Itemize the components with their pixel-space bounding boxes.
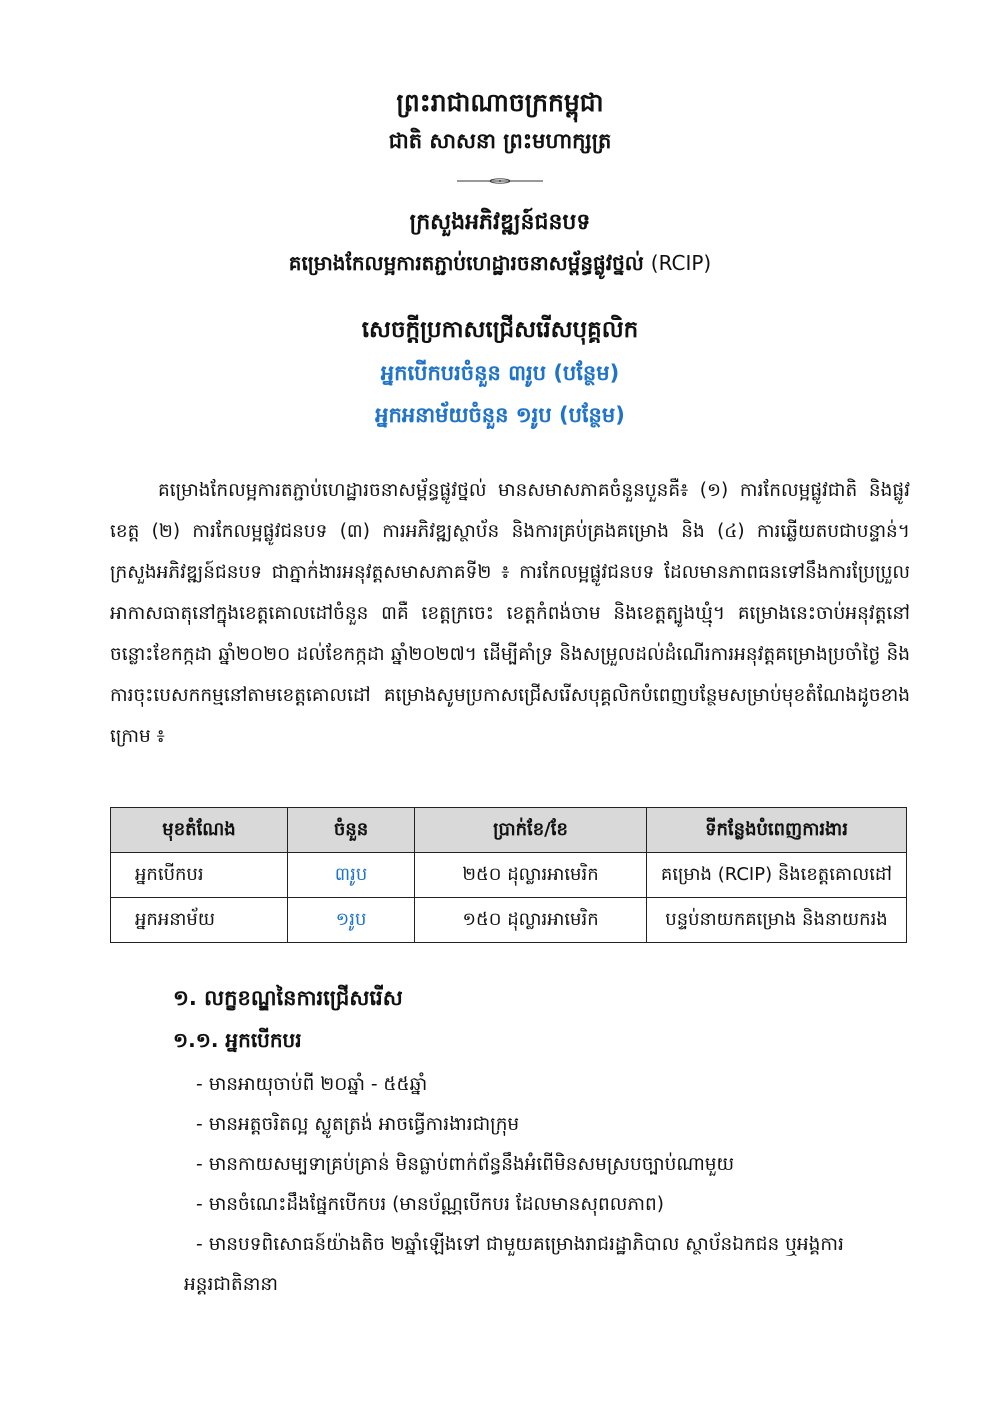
- header-position: មុខតំណែង: [111, 808, 288, 853]
- announcement-title: សេចក្ដីប្រកាសជ្រើសរើសបុគ្គលិក: [361, 317, 639, 343]
- header-count: ចំនួន: [288, 808, 415, 853]
- intro-paragraph-text: គម្រោងកែលម្អការតភ្ជាប់ហេដ្ឋារចនាសម្ព័ន្ធផ្លូវថ្នល់ មានសមាសភាគចំនួនបួនគឺ៖ (១) ការកែលម្អផ្លូវជាតិ និងផ្លូវខេត្ត (២) ការកែលម្អផ្លូវជនបទ (៣) ការអភិវឌ្ឍស្ថាប័ន និងការគ្រប់គ្រងគម្រោង និង (៤) ការឆ្លើយតបជាបន្ទាន់។ ក្រសួងអភិវឌ្ឍន៍ជនបទ ជាភ្នាក់ងារអនុវត្តសមាសភាគទី២ ៖ ការកែលម្អផ្លូវជនបទ ដែលមានភាពធនទៅនឹងការប្រែប្រួលអាកាសធាតុនៅក្នុងខេត្តគោលដៅចំនួន ៣គឺ ខេត្តក្រចេះ ខេត្តកំពង់ចាម និងខេត្តត្បូងឃ្មុំ។ គម្រោងនេះចាប់អនុវត្តនៅចន្លោះខែកក្កដា ឆ្នាំ២០២០ ដល់ខែកក្កដា ឆ្នាំ២០២៧។ ដើម្បីគាំទ្រ និងសម្រួលដល់ដំណើរការអនុវត្តគម្រោងប្រចាំថ្ងៃ និងការចុះបេសកកម្មនៅតាមខេត្តគោលដៅ គម្រោងសូមប្រកាសជ្រើសរើសបុគ្គលិកបំពេញបន្ថែមសម្រាប់មុខតំណែងដូចខាងក្រោម ៖: [110, 480, 910, 747]
- requirement-text: មានកាយសម្បទាគ្រប់គ្រាន់ មិនធ្លាប់ពាក់ព័ន្ធនឹងអំពើមិនសមស្របច្បាប់ណាមួយ: [208, 1154, 735, 1175]
- cell-position: អ្នកបើកបរ: [111, 853, 288, 898]
- cell-position: អ្នកអនាម័យ: [111, 898, 288, 943]
- project-name-text: គម្រោងកែលម្អការតភ្ជាប់ហេដ្ឋារចនាសម្ព័ន្ធផ្លូវថ្នល់: [288, 251, 644, 275]
- table-row: [111, 853, 907, 898]
- list-item: - មានចំណេះដឹងផ្នែកបើកបរ (មានប័ណ្ណបើកបរ ដែលមានសុពលភាព): [196, 1194, 664, 1215]
- header-salary: ប្រាក់ខែ/ខែ: [415, 808, 647, 853]
- national-motto: ជាតិ សាសនា ព្រះមហាក្សត្រ: [388, 129, 612, 153]
- cell-count: ១រូប: [288, 898, 415, 943]
- requirement-continuation: អន្តរជាតិនានា: [184, 1274, 278, 1295]
- list-item: - មានអត្តចរិតល្អ ស្លូតត្រង់ អាចធ្វើការងារជាក្រុម: [196, 1114, 520, 1135]
- requirements-list: [184, 1065, 916, 1305]
- cell-salary: ១៥០ ដុល្លារអាមេរិក: [415, 898, 647, 943]
- cell-salary: ២៥០ ដុល្លារអាមេរិក: [415, 853, 647, 898]
- positions-table: [110, 807, 907, 943]
- cell-location: បន្ទប់នាយកគម្រោង និងនាយករង: [647, 898, 907, 943]
- announcement-position-drivers: អ្នកបើកបរចំនួន ៣រូប (បន្ថែម): [380, 361, 620, 385]
- kingdom-title: ព្រះរាជាណាចក្រកម្ពុជា: [396, 88, 604, 117]
- cell-count: ៣រូប: [288, 853, 415, 898]
- requirement-text: មានអត្តចរិតល្អ ស្លូតត្រង់ អាចធ្វើការងារជាក្រុម: [208, 1114, 520, 1135]
- header-location: ទីកន្លែងបំពេញការងារ: [647, 808, 907, 853]
- list-item: - មានអាយុចាប់ពី ២០ឆ្នាំ - ៥៥ឆ្នាំ: [196, 1074, 428, 1095]
- requirement-text: មានអាយុចាប់ពី ២០ឆ្នាំ - ៥៥ឆ្នាំ: [208, 1074, 428, 1095]
- project-name: [0, 250, 1000, 280]
- table-row: [111, 898, 907, 943]
- list-item: - មានកាយសម្បទាគ្រប់គ្រាន់ មិនធ្លាប់ពាក់ព័ន្ធនឹងអំពើមិនសមស្របច្បាប់ណាមួយ: [196, 1154, 735, 1175]
- divider-ornament: [455, 178, 545, 184]
- intro-paragraph: [110, 470, 910, 757]
- list-item: - មានបទពិសោធន៍យ៉ាងតិច ២ឆ្នាំឡើងទៅ ជាមួយគម្រោងរាជរដ្ឋាភិបាល ស្ថាប័នឯកជន ឬអង្គការ អន្តរជាតិនានា: [196, 1225, 916, 1305]
- requirement-text: មានចំណេះដឹងផ្នែកបើកបរ (មានប័ណ្ណបើកបរ ដែលមានសុពលភាព): [208, 1194, 664, 1215]
- announcement-position-cleaner: អ្នកអនាម័យចំនួន ១រូប (បន្ថែម): [375, 403, 625, 427]
- cell-location: គម្រោង (RCIP) និងខេត្តគោលដៅ: [647, 853, 907, 898]
- requirement-text: មានបទពិសោធន៍យ៉ាងតិច ២ឆ្នាំឡើងទៅ ជាមួយគម្រោងរាជរដ្ឋាភិបាល ស្ថាប័នឯកជន ឬអង្គការ: [208, 1234, 844, 1255]
- table-header-row: [111, 808, 907, 853]
- subsection-title: ១.១. អ្នកបើកបរ: [173, 1028, 302, 1052]
- ministry-name: ក្រសួងអភិវឌ្ឍន៍ជនបទ: [409, 210, 591, 235]
- project-abbr: (RCIP): [650, 251, 712, 275]
- section-title: ១. លក្ខខណ្ឌនៃការជ្រើសរើស: [173, 986, 403, 1010]
